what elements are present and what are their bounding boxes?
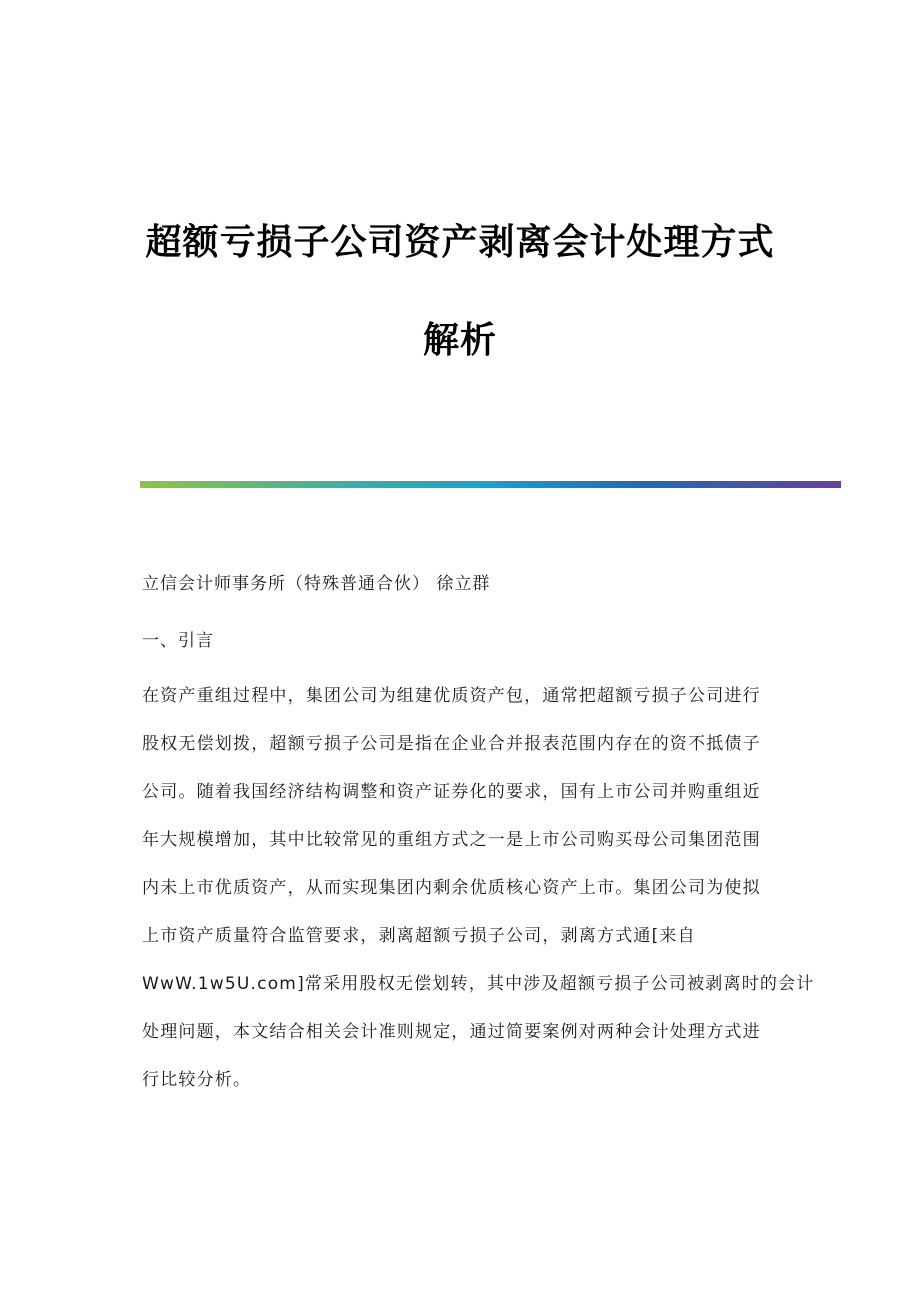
document-title-line-1: 超额亏损子公司资产剥离会计处理方式 [145, 221, 775, 263]
paragraph-line: 公司。随着我国经济结构调整和资产证券化的要求，国有上市公司并购重组近 [142, 782, 761, 802]
paragraph-line: 年大规模增加，其中比较常见的重组方式之一是上市公司购买母公司集团范围 [142, 830, 761, 850]
paragraph-line: WwW.1w5U.com]常采用股权无偿划转，其中涉及超额亏损子公司被剥离时的会计 [142, 974, 815, 994]
author-byline: 立信会计师事务所（特殊普通合伙） 徐立群 [142, 574, 491, 594]
paragraph-line: 内未上市优质资产，从而实现集团内剩余优质核心资产上市。集团公司为使拟 [142, 878, 761, 898]
document-title-line-2: 解析 [422, 319, 497, 361]
paragraph-line: 在资产重组过程中，集团公司为组建优质资产包，通常把超额亏损子公司进行 [142, 686, 761, 706]
gradient-divider [140, 481, 841, 488]
paragraph-line: 处理问题，本文结合相关会计准则规定，通过简要案例对两种会计处理方式进 [142, 1022, 761, 1042]
paragraph-line: 股权无偿划拨，超额亏损子公司是指在企业合并报表范围内存在的资不抵债子 [142, 734, 761, 754]
paragraph-line: 行比较分析。 [142, 1070, 252, 1090]
section-heading: 一、引言 [142, 631, 214, 651]
paragraph-line: 上市资产质量符合监管要求，剥离超额亏损子公司，剥离方式通[来自 [142, 926, 696, 946]
